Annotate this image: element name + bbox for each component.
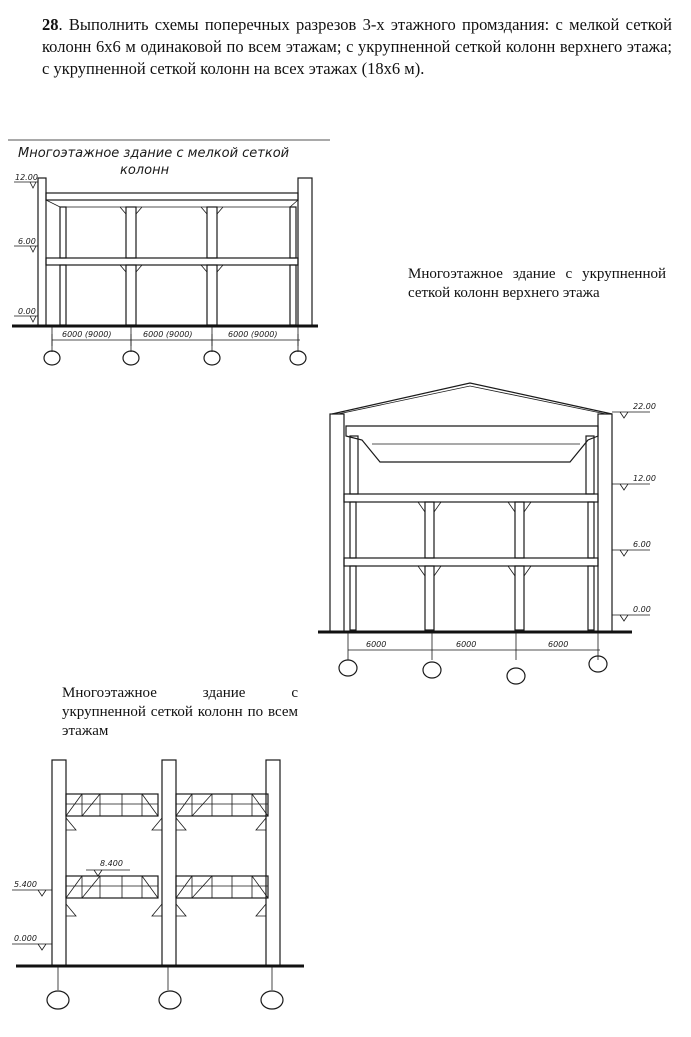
diagram3-caption: Многоэтажное здание с укрупненной сеткой колонн по всем этажам xyxy=(62,685,298,739)
diagram1-floor-slab xyxy=(46,258,298,265)
diagram2-level-0: 0.00 xyxy=(633,605,651,614)
diagram2-left-wall xyxy=(330,414,344,632)
diagram2-level-12: 12.00 xyxy=(633,474,656,483)
diagram1-title-line2: колонн xyxy=(120,163,170,178)
diagram3-columns xyxy=(52,760,280,966)
diagram1-span-3: 6000 (9000) xyxy=(228,330,278,339)
diagram1-span-2: 6000 (9000) xyxy=(143,330,193,339)
task-number: 28 xyxy=(42,15,59,34)
diagram2-right-wall xyxy=(598,414,612,632)
diagram2-axis-markers xyxy=(339,656,607,684)
diagram2-span-1: 6000 xyxy=(366,640,387,649)
diagram3-lower-trusses xyxy=(66,876,268,898)
diagram1-axis-markers xyxy=(44,351,306,365)
diagram2-span-2: 6000 xyxy=(456,640,477,649)
diagram1-right-wall xyxy=(298,178,312,326)
diagram3-enlarged-all-grid-section xyxy=(12,760,304,1009)
diagram3-upper-trusses xyxy=(66,794,268,816)
diagram1-title-line1: Многоэтажное здание с мелкой сеткой xyxy=(18,146,290,161)
diagram2-pitched-roof xyxy=(332,383,612,414)
diagram3-level-marks xyxy=(12,859,130,950)
diagram1-span-1: 6000 (9000) xyxy=(62,330,112,339)
diagram1-level-mid: 6.00 xyxy=(18,237,36,246)
diagram1-columns xyxy=(60,207,296,325)
diagram1-level-marks xyxy=(14,173,38,322)
diagram3-level-ground: 0.000 xyxy=(14,934,37,943)
diagram2-caption: Многоэтажное здание с укрупненной сеткой колонн верхнего этажа xyxy=(408,266,666,301)
diagram3-level-upper: 8.400 xyxy=(100,859,123,868)
diagram1-level-ground: 0.00 xyxy=(18,307,36,316)
diagram2-span-3: 6000 xyxy=(548,640,569,649)
diagram3-axis-markers xyxy=(47,991,283,1009)
diagram2-level-top: 22.00 xyxy=(633,402,656,411)
diagram1-roof-slab xyxy=(46,193,298,200)
diagram3-level-mid: 5.400 xyxy=(14,880,37,889)
diagram1-level-top: 12.00 xyxy=(15,173,38,182)
diagram2-enlarged-top-grid-section xyxy=(318,383,656,684)
task-text: . Выполнить схемы поперечных разрезов 3-х этажного промздания: с мелкой сеткой колонн 6х6 м одинаковой по всем этажам; с укрупненной сеткой колонн верхнего этажа; с укрупненной сеткой колонн на всех этажах (18х6 м). xyxy=(42,15,672,78)
diagram2-level-marks xyxy=(612,402,656,621)
diagram2-level-6: 6.00 xyxy=(633,540,651,549)
diagram1-left-wall xyxy=(38,178,46,326)
diagram1-small-grid-section xyxy=(8,140,330,365)
diagram2-slab-6 xyxy=(344,558,598,566)
diagram2-slab-12 xyxy=(344,494,598,502)
